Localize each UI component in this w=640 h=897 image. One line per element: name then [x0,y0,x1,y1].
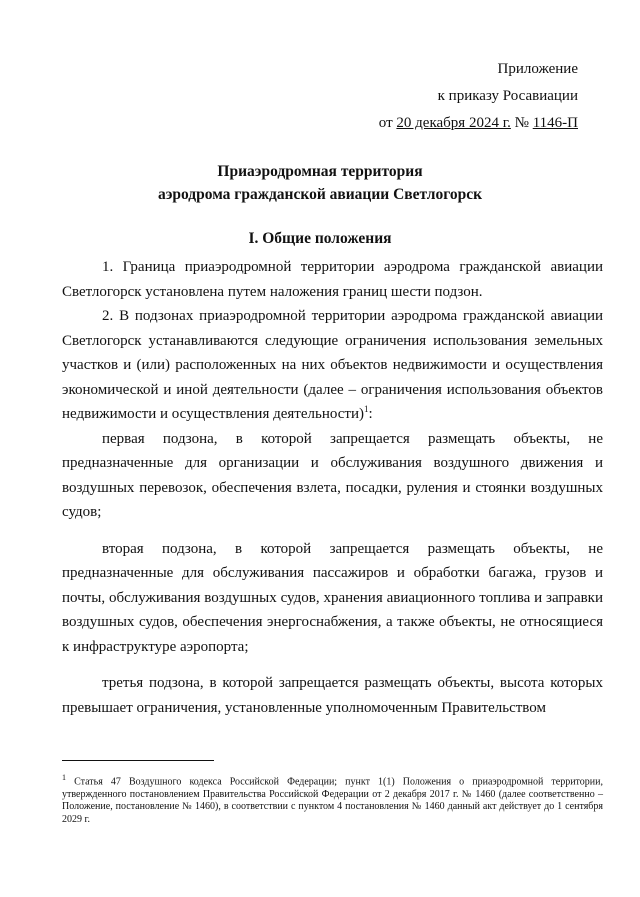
appendix-number: 1146-П [532,115,578,131]
paragraph-2-end: : [368,406,373,422]
footnote-mark: 1 [62,773,66,782]
paragraph-1: 1. Граница приаэродромной территории аэродрома гражданской авиации Светлогорск установлена путем наложения границ шести подзон. [62,259,603,300]
footnote-text: Статья 47 Воздушного кодекса Российской Федерации; пункт 1(1) Положения о приаэродромной территории, утвержденного постановлением Правительства Российской Федерации от 2 декабря 2017 г. № 1460 (далее соответственно – Положение, постановление № 1460), в соответствии с пунктом 4 постановления № 1460 данный акт действует до 1 сентября 2029 г. [62,776,603,825]
paragraph-subzone-2: вторая подзона, в которой запрещается размещать объекты, не предназначенные для обслуживания пассажиров и обработки багажа, грузов и почты, обслуживания воздушных судов, хранения авиационного топлива и заправки воздушных судов, обеспечения энергоснабжения, а также объекты, не относящиеся к инфраструктуре аэропорта; [62,540,603,655]
paragraph-2 [62,304,603,427]
paragraph-subzone-3: третья подзона, в которой запрещается размещать объекты, высота которых превышает ограничения, установленные уполномоченным Правительством [62,675,603,716]
appendix-date-prefix: от [378,115,397,131]
title-line-1: Приаэродромная территория [217,163,423,180]
appendix-date: 20 декабря 2024 г. [396,115,511,131]
document-body [62,255,603,720]
appendix-order-ref: к приказу Росавиации [437,88,578,104]
paragraph-2-text: 2. В подзонах приаэродромной территории аэродрома гражданской авиации Светлогорск устанавливаются следующие ограничения использования земельных участков и (или) расположенных на них объектов недвижимости и осуществления экономической и иной деятельности (далее – ограничения использования объектов недвижимости и осуществления деятельности) [62,308,603,422]
footnote-reference: 1 [363,404,369,414]
title-line-2: аэродрома гражданской авиации Светлогорск [157,186,483,203]
appendix-number-prefix: № [510,115,533,131]
footnote-divider [62,760,214,761]
appendix-label: Приложение [497,61,578,77]
footnote [62,772,603,826]
appendix-date-line [318,110,578,137]
section-heading: I. Общие положения [248,230,392,247]
appendix-header [318,56,578,137]
document-title [0,160,640,206]
paragraph-subzone-1: первая подзона, в которой запрещается размещать объекты, не предназначенные для организации и обслуживания воздушного движения и воздушных перевозок, обеспечения взлета, посадки, руления и стоянки воздушных судов; [62,430,603,520]
